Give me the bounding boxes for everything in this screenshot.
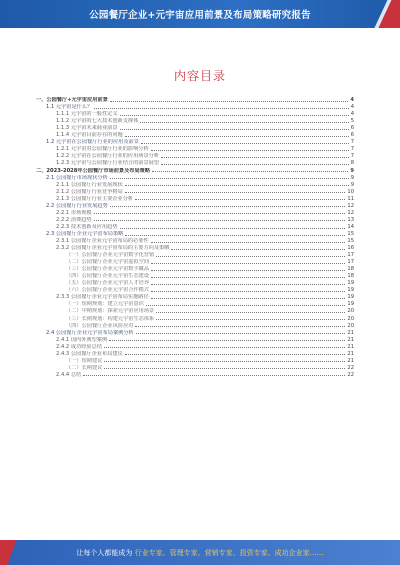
toc-entry-label: （六）公园餐厅企业元宇宙合作模式 bbox=[66, 287, 150, 294]
toc-entry-label: （五）公园餐厅企业元宇宙人才培养 bbox=[66, 280, 150, 287]
toc-entry[interactable] bbox=[36, 251, 354, 258]
toc-leader-dots bbox=[171, 249, 345, 250]
toc-entry-label: 2.4.4 总结 bbox=[56, 371, 82, 378]
toc-entry-page: 21 bbox=[347, 350, 354, 357]
toc-entry-page: 17 bbox=[347, 252, 354, 259]
toc-entry[interactable] bbox=[36, 202, 354, 209]
toc-entry-label: 1.1 元宇宙是什么？ bbox=[46, 104, 93, 111]
toc-entry-label: 2.4 公园餐厅企业元宇宙布局案例分析 bbox=[46, 329, 134, 336]
toc-entry[interactable] bbox=[36, 364, 354, 371]
toc-entry-page: 6 bbox=[350, 132, 354, 139]
toc-entry-page: 18 bbox=[347, 273, 354, 280]
toc-entry-label: （二）中期规划：探索元宇宙应用场景 bbox=[66, 308, 155, 315]
toc-leader-dots bbox=[161, 157, 349, 158]
toc-entry-label: 2.4.2 成功经验总结 bbox=[56, 343, 102, 350]
toc-entry[interactable] bbox=[36, 152, 354, 159]
toc-entry-page: 20 bbox=[347, 322, 354, 329]
toc-entry[interactable] bbox=[36, 293, 354, 300]
toc-leader-dots bbox=[140, 122, 348, 123]
toc-entry-page: 9 bbox=[350, 167, 354, 174]
toc-entry-page: 17 bbox=[347, 259, 354, 266]
toc-entry-label: 2.2 公园餐厅行业发展趋势 bbox=[46, 202, 108, 209]
toc-entry-label: 2.3.1 公园餐厅企业元宇宙布局的必要性 bbox=[56, 237, 149, 244]
report-footer bbox=[0, 540, 400, 565]
toc-leader-dots bbox=[125, 354, 346, 355]
toc-entry[interactable] bbox=[36, 286, 354, 293]
toc-entry[interactable] bbox=[36, 117, 354, 124]
toc-entry[interactable] bbox=[36, 314, 354, 321]
toc-entry-page: 22 bbox=[347, 364, 354, 371]
toc-entry[interactable] bbox=[36, 300, 354, 307]
toc-leader-dots bbox=[141, 143, 349, 144]
toc-leader-dots bbox=[156, 319, 345, 320]
toc-entry[interactable] bbox=[36, 343, 354, 350]
toc-entry-label: 2.3 公园餐厅企业元宇宙布局策略 bbox=[46, 230, 124, 237]
toc-entry-label: 1.1.4 元宇宙目前存在的问题 bbox=[56, 132, 123, 139]
toc-heading: 内容目录 bbox=[173, 69, 226, 83]
toc-entry-label: （一）短期建议 bbox=[66, 357, 103, 364]
toc-entry-page: 13 bbox=[347, 216, 354, 223]
toc-entry-label: 1.1.1 元宇宙的一般性定义 bbox=[56, 111, 118, 118]
toc-leader-dots bbox=[152, 171, 348, 172]
toc-entry[interactable] bbox=[36, 131, 354, 138]
toc-leader-dots bbox=[120, 115, 349, 116]
toc-entry-page: 10 bbox=[347, 188, 354, 195]
toc-entry-label: 1.2.1 元宇宙对公园餐厅行业的影响分析 bbox=[56, 146, 149, 153]
toc-leader-dots bbox=[151, 284, 345, 285]
toc-entry-label: （四）公园餐厅企业风险应对 bbox=[66, 322, 134, 329]
toc-entry-label: 2.2.2 消费趋势 bbox=[56, 216, 92, 223]
toc-leader-dots bbox=[151, 298, 346, 299]
toc-entry-label: 2.1 公园餐厅市场现状分析 bbox=[46, 174, 108, 181]
toc-entry-label: 1.2.3 元宇宙与公园餐厅行业结合的前景展望 bbox=[56, 160, 160, 167]
toc-entry[interactable] bbox=[36, 110, 354, 117]
toc-leader-dots bbox=[151, 263, 345, 264]
toc-leader-dots bbox=[156, 256, 345, 257]
toc-entry[interactable] bbox=[36, 237, 354, 244]
toc-entry-label: （四）公园餐厅企业元宇宙生态建设 bbox=[66, 273, 150, 280]
toc-entry-page: 21 bbox=[347, 329, 354, 336]
toc-entry[interactable] bbox=[36, 336, 354, 343]
toc-entry-label: 2.1.3 公园餐厅行业主要企业分析 bbox=[56, 195, 134, 202]
toc-leader-dots bbox=[135, 326, 345, 327]
toc-entry-page: 7 bbox=[350, 139, 354, 146]
toc-entry[interactable] bbox=[36, 96, 354, 103]
toc-entry[interactable] bbox=[36, 307, 354, 314]
toc-leader-dots bbox=[104, 361, 345, 362]
toc-entry-label: 二、2023-2028年公园餐厅市场前景及布局策略 bbox=[36, 167, 151, 174]
toc-entry[interactable] bbox=[36, 357, 354, 364]
toc-leader-dots bbox=[110, 178, 349, 179]
toc-entry-page: 9 bbox=[350, 174, 354, 181]
footer-slogan-highlight: 行业专家、管理专家、营销专家、投资专家、成功企业家…… bbox=[134, 549, 324, 557]
toc-entry-label: 一、公园餐厅+元宇宙应用前景 bbox=[36, 97, 108, 104]
toc-leader-dots bbox=[125, 192, 346, 193]
toc-entry[interactable] bbox=[36, 258, 354, 265]
toc-entry-page: 5 bbox=[350, 118, 354, 125]
toc-entry-label: （三）长期规划：构建元宇宙生态体系 bbox=[66, 315, 155, 322]
toc-leader-dots bbox=[151, 291, 345, 292]
toc-entry[interactable] bbox=[36, 244, 354, 251]
toc-leader-dots bbox=[161, 164, 349, 165]
toc-entry[interactable] bbox=[36, 223, 354, 230]
toc-entry-label: 1.1.2 元宇宙的七大技术创新支撑体 bbox=[56, 118, 139, 125]
toc-entry[interactable] bbox=[36, 209, 354, 216]
toc-entry-label: （一）公园餐厅企业元宇宙数字化营销 bbox=[66, 252, 155, 259]
toc-entry-page: 7 bbox=[350, 153, 354, 160]
toc-entry-page: 12 bbox=[347, 202, 354, 209]
toc-leader-dots bbox=[120, 129, 349, 130]
toc-entry-page: 11 bbox=[347, 195, 354, 202]
toc-entry[interactable] bbox=[36, 322, 354, 329]
toc-leader-dots bbox=[120, 228, 346, 229]
toc-entry-label: 2.1.1 公园餐厅行业发展现状 bbox=[56, 181, 123, 188]
toc-entry-page: 4 bbox=[350, 104, 354, 111]
toc-entry-label: 2.4.3 公园餐厅企业布局建议 bbox=[56, 350, 123, 357]
toc-entry-label: 2.2.1 市场规模 bbox=[56, 209, 92, 216]
toc-entry[interactable] bbox=[36, 188, 354, 195]
toc-entry-page: 9 bbox=[350, 181, 354, 188]
toc-entry[interactable] bbox=[36, 138, 354, 145]
toc-entry-page: 19 bbox=[347, 280, 354, 287]
toc-entry-label: （二）公园餐厅企业元宇宙虚拟空间 bbox=[66, 259, 150, 266]
toc-entry-page: 19 bbox=[347, 287, 354, 294]
toc-entry[interactable] bbox=[36, 145, 354, 152]
toc-leader-dots bbox=[151, 150, 349, 151]
footer-slogan bbox=[0, 548, 400, 558]
toc-entry[interactable] bbox=[36, 166, 354, 173]
toc-entry[interactable] bbox=[36, 230, 354, 237]
toc-entry[interactable] bbox=[36, 216, 354, 223]
toc-entry[interactable] bbox=[36, 159, 354, 166]
toc-leader-dots bbox=[146, 305, 346, 306]
toc-entry-page: 22 bbox=[347, 371, 354, 378]
toc-entry-page: 15 bbox=[347, 230, 354, 237]
toc-entry-label: （二）长期建议 bbox=[66, 364, 103, 371]
toc-entry[interactable] bbox=[36, 265, 354, 272]
toc-leader-dots bbox=[94, 220, 346, 221]
toc-entry-page: 7 bbox=[350, 146, 354, 153]
toc-leader-dots bbox=[104, 368, 345, 369]
toc-entry-label: 1.1.3 元宇宙未来商业前景 bbox=[56, 125, 118, 132]
toc-leader-dots bbox=[151, 242, 346, 243]
toc-entry[interactable] bbox=[36, 103, 354, 110]
toc-entry-page: 8 bbox=[350, 160, 354, 167]
toc-entry-page: 14 bbox=[347, 223, 354, 230]
toc-entry-label: 1.2.2 元宇宙在公园餐厅行业的应用场景分析 bbox=[56, 153, 160, 160]
toc-entry-label: 2.3.2 公园餐厅企业元宇宙布局的主要方向及策略 bbox=[56, 245, 170, 252]
toc-entry-label: 2.3.3 公园餐厅企业元宇宙布局实施路径 bbox=[56, 294, 149, 301]
toc-entry[interactable] bbox=[36, 371, 354, 378]
toc-entry-page: 20 bbox=[347, 315, 354, 322]
toc-leader-dots bbox=[151, 277, 345, 278]
toc-entry-page: 21 bbox=[347, 357, 354, 364]
toc-entry[interactable] bbox=[36, 279, 354, 286]
toc-leader-dots bbox=[109, 340, 345, 341]
toc-entry-page: 16 bbox=[347, 245, 354, 252]
toc-leader-dots bbox=[94, 108, 348, 109]
table-of-contents bbox=[36, 96, 354, 378]
toc-leader-dots bbox=[136, 333, 346, 334]
report-header bbox=[0, 0, 400, 28]
toc-leader-dots bbox=[110, 101, 349, 102]
toc-entry[interactable] bbox=[36, 174, 354, 181]
toc-entry[interactable] bbox=[36, 195, 354, 202]
toc-leader-dots bbox=[94, 213, 346, 214]
toc-entry-label: 2.4.1 国内外典型案例 bbox=[56, 336, 108, 343]
toc-entry[interactable] bbox=[36, 272, 354, 279]
toc-entry[interactable] bbox=[36, 124, 354, 131]
toc-entry[interactable] bbox=[36, 181, 354, 188]
toc-leader-dots bbox=[151, 270, 345, 271]
toc-leader-dots bbox=[83, 375, 345, 376]
toc-entry-page: 20 bbox=[347, 308, 354, 315]
toc-entry-page: 4 bbox=[350, 111, 354, 118]
toc-entry-page: 21 bbox=[347, 336, 354, 343]
toc-entry-label: 2.2.3 技术创新及应用趋势 bbox=[56, 223, 118, 230]
toc-entry-page: 4 bbox=[350, 97, 354, 104]
footer-slogan-prefix: 让每个人都能成为 bbox=[76, 549, 133, 557]
toc-entry-page: 19 bbox=[347, 301, 354, 308]
toc-leader-dots bbox=[135, 199, 345, 200]
toc-entry-page: 19 bbox=[347, 294, 354, 301]
report-title: 公园餐厅企业+元宇宙应用前景及布局策略研究报告 bbox=[89, 10, 311, 21]
toc-leader-dots bbox=[125, 136, 349, 137]
toc-leader-dots bbox=[156, 312, 345, 313]
toc-leader-dots bbox=[110, 206, 346, 207]
toc-entry-label: （一）短期规划：建立元宇宙意识 bbox=[66, 301, 144, 308]
toc-entry-page: 12 bbox=[347, 209, 354, 216]
toc-entry-page: 6 bbox=[350, 125, 354, 132]
toc-entry-label: 2.1.2 公园餐厅行业竞争格局 bbox=[56, 188, 123, 195]
toc-leader-dots bbox=[125, 235, 345, 236]
toc-entry-page: 15 bbox=[347, 237, 354, 244]
toc-entry[interactable] bbox=[36, 329, 354, 336]
toc-entry-label: 1.2 元宇宙在公园餐厅行业的应用及前景 bbox=[46, 139, 139, 146]
toc-leader-dots bbox=[125, 185, 349, 186]
toc-entry-page: 18 bbox=[347, 266, 354, 273]
toc-entry[interactable] bbox=[36, 350, 354, 357]
toc-entry-page: 21 bbox=[347, 343, 354, 350]
toc-leader-dots bbox=[104, 347, 345, 348]
toc-entry-label: （三）公园餐厅企业元宇宙数字藏品 bbox=[66, 266, 150, 273]
